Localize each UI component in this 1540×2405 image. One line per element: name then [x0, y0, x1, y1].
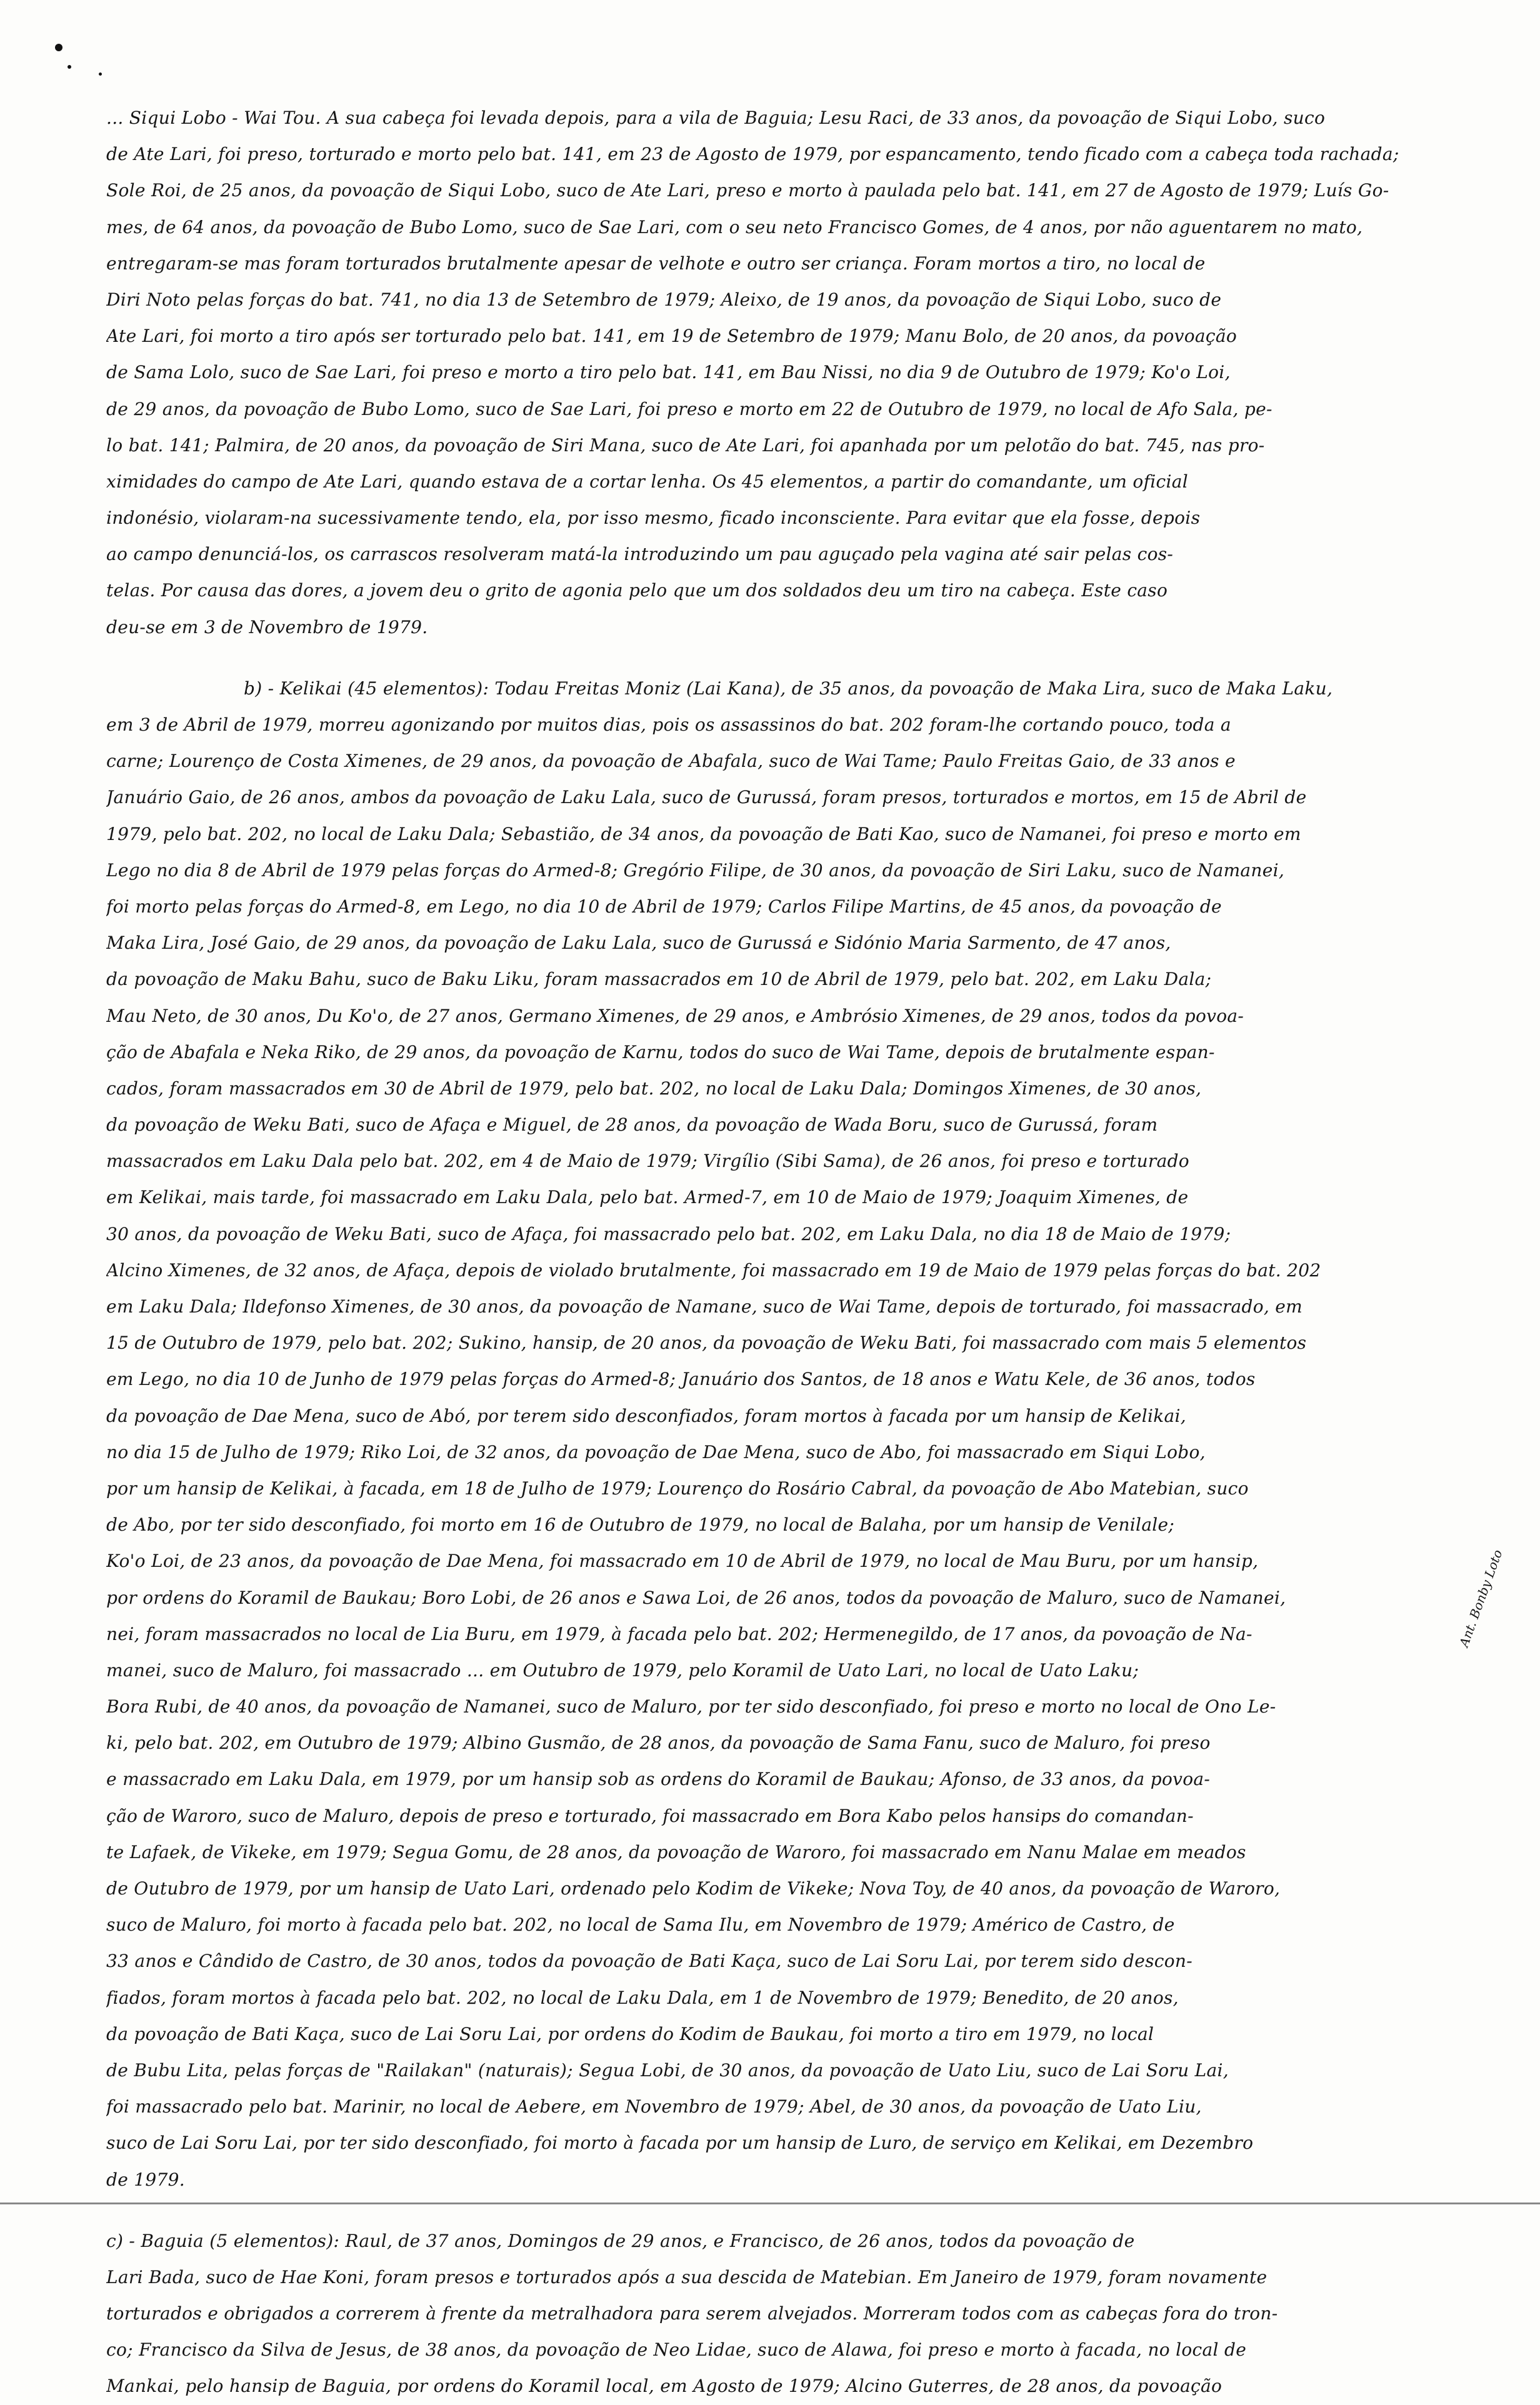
- punch-hole-mark: [55, 44, 62, 51]
- manuscript-line: por um hansip de Kelikai, à facada, em 18 de Julho de 1979; Lourenço do Rosário Cabral, da povoação de Abo Matebian, suco: [106, 1478, 1249, 1499]
- manuscript-line: foi massacrado pelo bat. Marinir, no local de Aebere, em Novembro de 1979; Abel, de 30 anos, da povoação de Uato Liu,: [106, 2096, 1202, 2118]
- manuscript-line: da povoação de Dae Mena, suco de Abó, por terem sido desconfiados, foram mortos à facada por um hansip de Kelikai,: [106, 1405, 1186, 1426]
- manuscript-line: [106, 2198, 1450, 2223]
- manuscript-line: de Abo, por ter sido desconfiado, foi morto em 16 de Outubro de 1979, no local de Balaha, por um hansip de Venilale;: [106, 1514, 1175, 1536]
- manuscript-line: Mau Neto, de 30 anos, Du Ko'o, de 27 anos, Germano Ximenes, de 29 anos, e Ambrósio Ximenes, de 29 anos, todos da povoa-: [106, 1005, 1244, 1026]
- manuscript-line: de Ate Lari, foi preso, torturado e morto pelo bat. 141, em 23 de Agosto de 1979, por espancamento, tendo ficado com a cabeça toda rachada;: [106, 144, 1399, 165]
- manuscript-line: massacrados em Laku Dala pelo bat. 202, em 4 de Maio de 1979; Virgílio (Sibi Sama), de 26 anos, foi preso e torturado: [106, 1151, 1189, 1172]
- manuscript-line: foi morto pelas forças do Armed-8, em Lego, no dia 10 de Abril de 1979; Carlos Filipe Martins, de 45 anos, da povoação de: [106, 896, 1222, 917]
- manuscript-line: cados, foram massacrados em 30 de Abril de 1979, pelo bat. 202, no local de Laku Dala; Domingos Ximenes, de 30 anos,: [106, 1078, 1202, 1099]
- manuscript-line: deu-se em 3 de Novembro de 1979.: [106, 616, 428, 638]
- manuscript-line: em Lego, no dia 10 de Junho de 1979 pelas forças do Armed-8; Januário dos Santos, de 18 anos e Watu Kele, de 36 anos, todos: [106, 1369, 1256, 1390]
- manuscript-line: fiados, foram mortos à facada pelo bat. 202, no local de Laku Dala, em 1 de Novembro de 1979; Benedito, de 20 anos,: [106, 1987, 1179, 2008]
- manuscript-line: de Bubu Lita, pelas forças de "Railakan" (naturais); Segua Lobi, de 30 anos, da povoação de Uato Liu, suco de Lai Soru Lai,: [106, 2059, 1229, 2081]
- manuscript-line: em 3 de Abril de 1979, morreu agonizando por muitos dias, pois os assassinos do bat. 202 foram-lhe cortando pouco, toda a: [106, 714, 1231, 735]
- manuscript-line: Maka Lira, José Gaio, de 29 anos, da povoação de Laku Lala, suco de Gurussá e Sidónio Maria Sarmento, de 47 anos,: [106, 932, 1171, 954]
- manuscript-line: ção de Waroro, suco de Maluro, depois de preso e torturado, foi massacrado em Bora Kabo pelos hansips do comandan-: [106, 1805, 1194, 1826]
- manuscript-line: Bora Rubi, de 40 anos, da povoação de Namanei, suco de Maluro, por ter sido desconfiado, foi preso e morto no local de Ono Le-: [106, 1696, 1276, 1718]
- manuscript-line: Lari Bada, suco de Hae Koni, foram presos e torturados após a sua descida de Matebian. Em Janeiro de 1979, foram novamente: [106, 2266, 1268, 2288]
- manuscript-line: 15 de Outubro de 1979, pelo bat. 202; Sukino, hansip, de 20 anos, da povoação de Weku Bati, foi massacrado com mais 5 elementos: [106, 1332, 1307, 1354]
- manuscript-line: no dia 15 de Julho de 1979; Riko Loi, de 32 anos, da povoação de Dae Mena, suco de Abo, foi massacrado em Siqui Lobo,: [106, 1441, 1206, 1462]
- manuscript-line: e massacrado em Laku Dala, em 1979, por um hansip sob as ordens do Koramil de Baukau; Afonso, de 33 anos, da povoa-: [106, 1769, 1211, 1790]
- punch-hole-mark: [99, 72, 102, 76]
- manuscript-line: b) - Kelikai (45 elementos): Todau Freitas Moniz (Lai Kana), de 35 anos, da povoação de Maka Lira, suco de Maka Laku,: [244, 678, 1333, 699]
- margin-note: Ant. Bonby Loto: [1456, 1548, 1506, 1649]
- manuscript-line: te Lafaek, de Vikeke, em 1979; Segua Gomu, de 28 anos, da povoação de Waroro, foi massacrado em Nanu Malae em meados: [106, 1841, 1246, 1862]
- manuscript-line: ao campo denunciá-los, os carrascos resolveram matá-la introduzindo um pau aguçado pela vagina até sair pelas cos-: [106, 544, 1174, 565]
- manuscript-line: em Laku Dala; Ildefonso Ximenes, de 30 anos, da povoação de Namane, suco de Wai Tame, depois de torturado, foi massacrado, em: [106, 1296, 1303, 1317]
- manuscript-line: Mankai, pelo hansip de Baguia, por ordens do Koramil local, em Agosto de 1979; Alcino Guterres, de 28 anos, da povoação: [106, 2376, 1222, 2397]
- manuscript-line: 33 anos e Cândido de Castro, de 30 anos, todos da povoação de Bati Kaça, suco de Lai Soru Lai, por terem sido descon-: [106, 1951, 1193, 1972]
- manuscript-line: por ordens do Koramil de Baukau; Boro Lobi, de 26 anos e Sawa Loi, de 26 anos, todos da povoação de Maluro, suco de Namanei,: [106, 1587, 1286, 1608]
- punch-hole-mark: [68, 65, 71, 69]
- manuscript-line: 30 anos, da povoação de Weku Bati, suco de Afaça, foi massacrado pelo bat. 202, em Laku Dala, no dia 18 de Maio de 1979;: [106, 1223, 1231, 1244]
- manuscript-line: telas. Por causa das dores, a jovem deu o grito de agonia pelo que um dos soldados deu um tiro na cabeça. Este caso: [106, 580, 1168, 601]
- handwritten-text-body: [106, 100, 1450, 2405]
- manuscript-line: da povoação de Bati Kaça, suco de Lai Soru Lai, por ordens do Kodim de Baukau, foi morto a tiro em 1979, no local: [106, 2023, 1154, 2044]
- manuscript-line: 1979, pelo bat. 202, no local de Laku Dala; Sebastião, de 34 anos, da povoação de Bati Kao, suco de Namanei, foi preso e morto em: [106, 823, 1301, 844]
- manuscript-line: da povoação de Maku Bahu, suco de Baku Liku, foram massacrados em 10 de Abril de 1979, pelo bat. 202, em Laku Dala;: [106, 969, 1212, 990]
- manuscript-line: suco de Lai Soru Lai, por ter sido desconfiado, foi morto à facada por um hansip de Luro, de serviço em Kelikai, em Dezembro: [106, 2132, 1254, 2154]
- manuscript-line: ki, pelo bat. 202, em Outubro de 1979; Albino Gusmão, de 28 anos, da povoação de Sama Fanu, suco de Maluro, foi preso: [106, 1732, 1211, 1754]
- manuscript-line: Sole Roi, de 25 anos, da povoação de Siqui Lobo, suco de Ate Lari, preso e morto à paulada pelo bat. 141, em 27 de Agosto de 1979; Luís Go-: [106, 180, 1389, 201]
- manuscript-line: lo bat. 141; Palmira, de 20 anos, da povoação de Siri Mana, suco de Ate Lari, foi apanhada por um pelotão do bat. 745, nas pro-: [106, 434, 1265, 456]
- manuscript-line: Diri Noto pelas forças do bat. 741, no dia 13 de Setembro de 1979; Aleixo, de 19 anos, da povoação de Siqui Lobo, suco de: [106, 289, 1222, 310]
- manuscript-line: ... Siqui Lobo - Wai Tou. A sua cabeça foi levada depois, para a vila de Baguia; Lesu Raci, de 33 anos, da povoação de Siqui Lobo, suco: [106, 108, 1326, 128]
- manuscript-line: co; Francisco da Silva de Jesus, de 38 anos, da povoação de Neo Lidae, suco de Alawa, foi preso e morto à facada, no local de: [106, 2339, 1247, 2361]
- manuscript-line: entregaram-se mas foram torturados brutalmente apesar de velhote e outro ser criança. Foram mortos a tiro, no local de: [106, 252, 1206, 274]
- manuscript-line: carne; Lourenço de Costa Ximenes, de 29 anos, da povoação de Abafala, suco de Wai Tame; Paulo Freitas Gaio, de 33 anos e: [106, 751, 1236, 772]
- manuscript-line: de Outubro de 1979, por um hansip de Uato Lari, ordenado pelo Kodim de Vikeke; Nova Toy, de 40 anos, da povoação de Waroro,: [106, 1878, 1281, 1899]
- manuscript-line: de 1979.: [106, 2169, 185, 2190]
- manuscript-line: suco de Maluro, foi morto à facada pelo bat. 202, no local de Sama Ilu, em Novembro de 1979; Américo de Castro, de: [106, 1914, 1175, 1936]
- page-bottom-edge: [0, 2202, 1540, 2204]
- manuscript-line: da povoação de Weku Bati, suco de Afaça e Miguel, de 28 anos, da povoação de Wada Boru, suco de Gurussá, foram: [106, 1114, 1158, 1136]
- manuscript-line: torturados e obrigados a correrem à frente da metralhadora para serem alvejados. Morreram todos com as cabeças fora do tron-: [106, 2303, 1278, 2324]
- manuscript-line: mes, de 64 anos, da povoação de Bubo Lomo, suco de Sae Lari, com o seu neto Francisco Gomes, de 4 anos, por não aguentarem no mato,: [106, 216, 1363, 238]
- manuscript-line: de Sama Lolo, suco de Sae Lari, foi preso e morto a tiro pelo bat. 141, em Bau Nissi, no dia 9 de Outubro de 1979; Ko'o Loi,: [106, 362, 1231, 383]
- manuscript-line: Ko'o Loi, de 23 anos, da povoação de Dae Mena, foi massacrado em 10 de Abril de 1979, no local de Mau Buru, por um hansip,: [106, 1551, 1259, 1572]
- manuscript-line: manei, suco de Maluro, foi massacrado ... em Outubro de 1979, pelo Koramil de Uato Lari, no local de Uato Laku;: [106, 1659, 1139, 1681]
- manuscript-line: indonésio, violaram-na sucessivamente tendo, ela, por isso mesmo, ficado inconsciente. Para evitar que ela fosse, depois: [106, 508, 1201, 529]
- manuscript-line: Januário Gaio, de 26 anos, ambos da povoação de Laku Lala, suco de Gurussá, foram presos, torturados e mortos, em 15 de Abril de: [106, 787, 1307, 808]
- manuscript-line: de 29 anos, da povoação de Bubo Lomo, suco de Sae Lari, foi preso e morto em 22 de Outubro de 1979, no local de Afo Sala, pe-: [106, 398, 1272, 419]
- manuscript-line: nei, foram massacrados no local de Lia Buru, em 1979, à facada pelo bat. 202; Hermenegildo, de 17 anos, da povoação de Na-: [106, 1623, 1252, 1644]
- manuscript-line: ção de Abafala e Neka Riko, de 29 anos, da povoação de Karnu, todos do suco de Wai Tame, depois de brutalmente espan-: [106, 1041, 1215, 1062]
- manuscript-line: Lego no dia 8 de Abril de 1979 pelas forças do Armed-8; Gregório Filipe, de 30 anos, da povoação de Siri Laku, suco de Namanei,: [106, 859, 1285, 881]
- manuscript-line: c) - Baguia (5 elementos): Raul, de 37 anos, Domingos de 29 anos, e Francisco, de 26 anos, todos da povoação de: [106, 2230, 1135, 2251]
- manuscript-line: [106, 646, 1450, 671]
- manuscript-line: Alcino Ximenes, de 32 anos, de Afaça, depois de violado brutalmente, foi massacrado em 19 de Maio de 1979 pelas forças do bat. 202: [106, 1259, 1321, 1281]
- manuscript-line: em Kelikai, mais tarde, foi massacrado em Laku Dala, pelo bat. Armed-7, em 10 de Maio de 1979; Joaquim Ximenes, de: [106, 1187, 1189, 1208]
- manuscript-line: Ate Lari, foi morto a tiro após ser torturado pelo bat. 141, em 19 de Setembro de 1979; Manu Bolo, de 20 anos, da povoação: [106, 326, 1238, 347]
- manuscript-line: ximidades do campo de Ate Lari, quando estava de a cortar lenha. Os 45 elementos, a partir do comandante, um oficial: [106, 471, 1188, 492]
